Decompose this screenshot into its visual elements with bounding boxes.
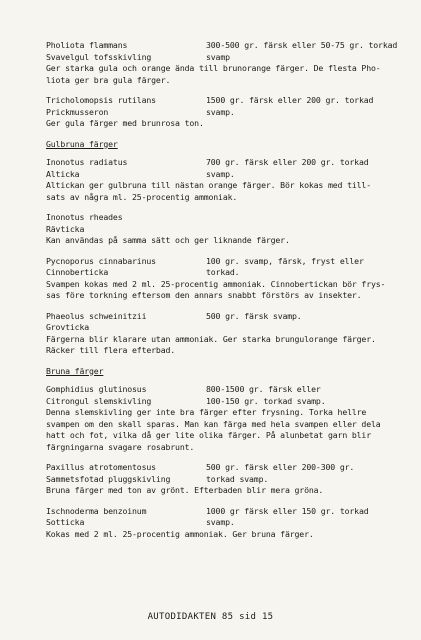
species-row bbox=[46, 107, 409, 119]
species-entry bbox=[46, 212, 409, 247]
species-row bbox=[46, 212, 409, 224]
species-description-line: Räcker till flera efterbad. bbox=[46, 345, 176, 355]
species-name: Pholiota flammans bbox=[46, 40, 128, 50]
species-row bbox=[46, 256, 409, 268]
species-name: Citrongul slemskivling bbox=[46, 395, 152, 406]
species-row bbox=[46, 384, 409, 396]
species-description-line: färgningarna svagare rosabrunt. bbox=[46, 441, 195, 452]
species-name: Svavelgul tofsskivling bbox=[46, 51, 152, 62]
species-name: Sammetsfotad pluggskivling bbox=[46, 473, 171, 484]
species-row bbox=[46, 169, 409, 181]
species-name: Inonotus rheades bbox=[46, 212, 123, 222]
species-name: Pycnoporus cinnabarinus bbox=[46, 255, 156, 266]
species-name: Grovticka bbox=[46, 322, 90, 332]
species-quantity: 1500 gr. färsk eller 200 gr. torkad bbox=[206, 95, 374, 105]
species-description-line: Altickan ger gulbruna till nästan orange färger. Bör kokas med till- bbox=[46, 180, 371, 190]
species-description-line: svampen om den skall sparas. Man kan färga med hela svampen eller dela bbox=[46, 418, 381, 429]
section-heading: Bruna färger bbox=[46, 365, 104, 376]
species-quantity bbox=[206, 322, 409, 334]
species-quantity: 700 gr. färsk eller 200 gr. torkad bbox=[206, 157, 369, 167]
species-row bbox=[46, 311, 409, 323]
species-row bbox=[46, 267, 409, 279]
species-name: Alticka bbox=[46, 168, 80, 179]
species-description-line: sats av några ml. 25-procentig ammoniak. bbox=[46, 191, 238, 202]
species-description-line: Denna slemskivling ger inte bra färger efter frysning. Torka hellre bbox=[46, 407, 367, 417]
species-quantity: torkad. bbox=[206, 267, 240, 277]
species-entry bbox=[46, 256, 409, 302]
species-description-line: liota ger bra gula färger. bbox=[46, 74, 171, 85]
species-row bbox=[46, 322, 409, 334]
species-quantity: 1000 gr färsk eller 150 gr. torkad bbox=[206, 505, 369, 516]
species-entry bbox=[46, 384, 409, 453]
species-row bbox=[46, 462, 409, 474]
species-quantity: 500 gr. färsk eller 200-300 gr. bbox=[206, 462, 355, 472]
species-quantity bbox=[206, 224, 409, 236]
species-name: Rävticka bbox=[46, 223, 85, 234]
species-entry bbox=[46, 95, 409, 130]
species-quantity: 800-1500 gr. färsk eller bbox=[206, 384, 321, 394]
species-entry bbox=[46, 506, 409, 541]
species-description-line: Kan användas på samma sätt och ger liknande färger. bbox=[46, 235, 290, 245]
species-description-line: hatt och fot, vilka då ger lite olika färger. På alunbetat garn blir bbox=[46, 430, 371, 440]
species-name: Cinnoberticka bbox=[46, 267, 109, 277]
species-entry bbox=[46, 157, 409, 203]
section-heading: Gulbruna färger bbox=[46, 138, 118, 149]
species-row bbox=[46, 396, 409, 408]
species-description-line: Färgerna blir klarare utan ammoniak. Ger starka brungulorange färger. bbox=[46, 333, 376, 344]
species-quantity bbox=[206, 212, 409, 224]
species-entry bbox=[46, 311, 409, 357]
species-description-line: Ger starka gula och orange ända till brunorange färger. De flesta Pho- bbox=[46, 63, 381, 73]
species-row bbox=[46, 517, 409, 529]
species-quantity: svamp. bbox=[206, 106, 235, 117]
species-quantity: 500 gr. färsk svamp. bbox=[206, 310, 302, 321]
species-row bbox=[46, 157, 409, 169]
species-description-line: Bruna färger med ton av grönt. Efterbaden blir mera gröna. bbox=[46, 485, 324, 495]
page-content bbox=[46, 40, 409, 540]
species-row bbox=[46, 40, 409, 52]
species-row bbox=[46, 506, 409, 518]
species-entry bbox=[46, 462, 409, 497]
species-name: Gomphidius glutinosus bbox=[46, 384, 147, 394]
species-name: Phaeolus schweinitzii bbox=[46, 310, 147, 321]
species-description-line: Kokas med 2 ml. 25-procentig ammoniak. Ger bruna färger. bbox=[46, 528, 314, 539]
species-description-line: sas före torkning eftersom den annars snabbt förstörs av insekter. bbox=[46, 290, 362, 300]
species-description-line: Svampen kokas med 2 ml. 25-procentig ammoniak. Cinnobertickan bör frys- bbox=[46, 278, 386, 289]
species-description-line: Ger gula färger med brunrosa ton. bbox=[46, 118, 204, 128]
species-row bbox=[46, 474, 409, 486]
species-quantity: 300-500 gr. färsk eller 50-75 gr. torkad bbox=[206, 40, 398, 50]
species-row bbox=[46, 95, 409, 107]
species-quantity: 100 gr. svamp, färsk, fryst eller bbox=[206, 255, 364, 266]
species-quantity: 100-150 gr. torkad svamp. bbox=[206, 395, 326, 406]
species-quantity: svamp. bbox=[206, 168, 235, 179]
species-entry bbox=[46, 40, 409, 86]
species-name: Sotticka bbox=[46, 517, 85, 527]
species-name: Paxillus atrotomentosus bbox=[46, 462, 156, 472]
species-name: Ischnoderma benzoinum bbox=[46, 505, 147, 516]
species-row bbox=[46, 52, 409, 64]
species-quantity: svamp bbox=[206, 51, 230, 62]
species-quantity: torkad svamp. bbox=[206, 473, 269, 484]
page-footer: AUTODIDAKTEN 85 sid 15 bbox=[147, 612, 274, 622]
species-row bbox=[46, 224, 409, 236]
species-quantity: svamp. bbox=[206, 517, 235, 527]
species-name: Inonotus radiatus bbox=[46, 157, 128, 167]
species-name: Prickmusseron bbox=[46, 106, 109, 117]
species-name: Tricholomopsis rutilans bbox=[46, 95, 156, 105]
